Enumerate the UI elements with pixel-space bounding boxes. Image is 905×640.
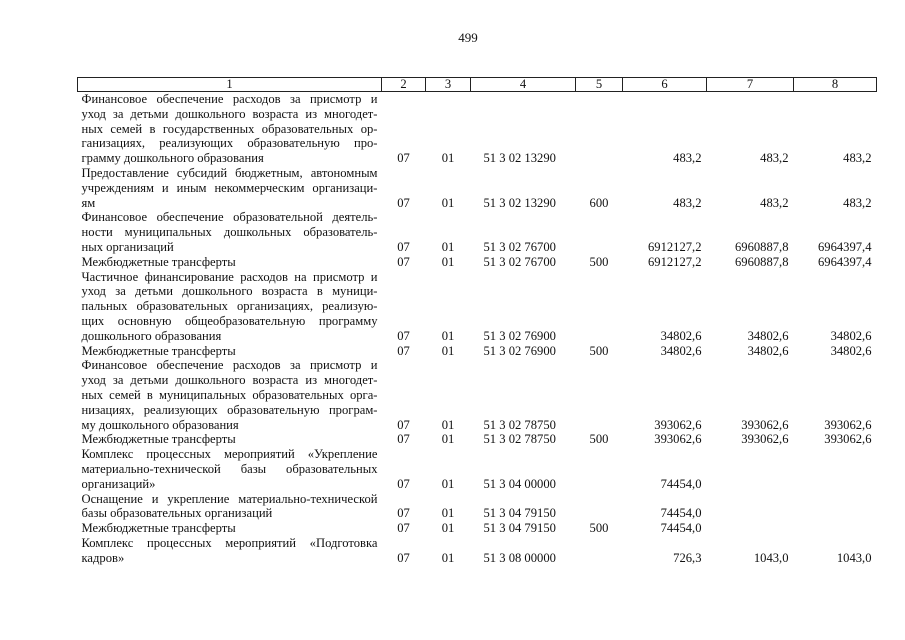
amount-year-1: 34802,6 (660, 328, 702, 343)
amount-year-1: 34802,6 (660, 343, 702, 358)
header-row (78, 78, 877, 92)
row-description (78, 344, 382, 359)
amount-year-2: 483,2 (760, 151, 789, 166)
amount-year-1: 726,3 (673, 550, 702, 565)
amount-year-1: 393062,6 (654, 432, 702, 447)
amount-year-3: 393062,6 (824, 432, 872, 447)
description-line: уход за детьми дошкольного возраста из многодет- (81, 106, 378, 121)
amount-year-1: 74454,0 (660, 506, 702, 521)
section-code: 07 (397, 254, 410, 269)
header-col-8: 8 (794, 78, 877, 92)
target-article-code: 51 3 04 79150 (483, 521, 556, 536)
amount-year-1: 74454,0 (660, 521, 702, 536)
description-line: Комплекс процессных мероприятий «Подготовка (81, 535, 378, 550)
description-line: Межбюджетные трансферты (81, 521, 236, 536)
expense-type-code (576, 492, 623, 522)
section-code: 07 (397, 195, 410, 210)
section-code: 07 (397, 550, 410, 565)
header-col-3: 3 (426, 78, 471, 92)
target-article-code: 51 3 02 76900 (483, 328, 556, 343)
amount-year-3: 1043,0 (836, 550, 872, 565)
section-code: 07 (397, 521, 410, 536)
description-line: базы образовательных организаций (81, 506, 273, 521)
amount-year-1: 6912127,2 (647, 254, 702, 269)
amount-year-2: 393062,6 (741, 432, 789, 447)
description-line: Комплекс процессных мероприятий «Укрепление (81, 447, 378, 462)
amount-year-3: 34802,6 (830, 328, 872, 343)
target-article-code: 51 3 04 79150 (483, 506, 556, 521)
amount-year-3: 6964397,4 (817, 254, 872, 269)
description-line: низациях, реализующих образовательную програм- (81, 402, 378, 417)
expense-type-code (576, 536, 623, 566)
expense-type-code: 600 (589, 195, 609, 210)
expense-type-code (576, 270, 623, 344)
target-article-code: 51 3 04 00000 (483, 476, 556, 491)
expense-type-code: 500 (589, 254, 609, 269)
description-line: Финансовое обеспечение расходов за присмотр и (81, 358, 378, 373)
table-row (78, 270, 877, 344)
table-row (78, 344, 877, 359)
amount-year-3: 6964397,4 (817, 239, 872, 254)
description-line: ных семей в муниципальных образовательных орга- (81, 387, 378, 402)
amount-year-3: 34802,6 (830, 343, 872, 358)
table-row (78, 432, 877, 447)
header-col-7: 7 (707, 78, 794, 92)
row-description (78, 358, 382, 432)
description-line: Межбюджетные трансферты (81, 254, 236, 269)
section-code: 07 (397, 432, 410, 447)
description-line: дошкольного образования (81, 328, 222, 343)
target-article-code: 51 3 02 78750 (483, 417, 556, 432)
row-description (78, 92, 382, 166)
row-description (78, 447, 382, 491)
amount-year-3: 393062,6 (824, 417, 872, 432)
expense-type-code: 500 (589, 432, 609, 447)
amount-year-2: 1043,0 (753, 550, 789, 565)
table-row (78, 92, 877, 166)
header-col-5: 5 (576, 78, 623, 92)
amount-year-1: 393062,6 (654, 417, 702, 432)
table-row (78, 166, 877, 210)
description-line: щих основную общеобразовательную программу (81, 313, 378, 328)
expense-type-code (576, 210, 623, 254)
table-row (78, 492, 877, 522)
amount-year-2: 6960887,8 (734, 254, 789, 269)
subsection-code: 01 (441, 328, 455, 343)
amount-year-3 (794, 492, 877, 522)
expense-type-code (576, 447, 623, 491)
header-col-2: 2 (382, 78, 426, 92)
description-line: ности муниципальных дошкольных образователь- (81, 225, 378, 240)
target-article-code: 51 3 02 13290 (483, 151, 556, 166)
target-article-code: 51 3 02 76900 (483, 343, 556, 358)
subsection-code: 01 (441, 151, 455, 166)
amount-year-1: 6912127,2 (647, 239, 702, 254)
description-line: Финансовое обеспечение образовательной деятель- (81, 210, 378, 225)
row-description (78, 432, 382, 447)
amount-year-2: 34802,6 (747, 343, 789, 358)
amount-year-1: 74454,0 (660, 476, 702, 491)
subsection-code: 01 (441, 476, 455, 491)
amount-year-2 (707, 521, 794, 536)
amount-year-3: 483,2 (843, 195, 872, 210)
description-line: грамму дошкольного образования (81, 151, 264, 166)
row-description (78, 270, 382, 344)
page-number: 499 (458, 30, 478, 45)
amount-year-3: 483,2 (843, 151, 872, 166)
subsection-code: 01 (441, 432, 455, 447)
section-code: 07 (397, 239, 410, 254)
description-line: ных семей в государственных образовательных ор- (81, 121, 378, 136)
amount-year-2: 393062,6 (741, 417, 789, 432)
expense-type-code (576, 358, 623, 432)
row-description (78, 492, 382, 522)
target-article-code: 51 3 08 00000 (483, 550, 556, 565)
description-line: учреждениям и иным некоммерческим организаци- (81, 180, 378, 195)
section-code: 07 (397, 343, 410, 358)
section-code: 07 (397, 476, 410, 491)
amount-year-3 (794, 521, 877, 536)
target-article-code: 51 3 02 76700 (483, 254, 556, 269)
description-line: кадров» (81, 550, 125, 565)
description-line: Частичное финансирование расходов на присмотр и (81, 269, 378, 284)
table-body (78, 92, 877, 566)
row-description (78, 255, 382, 270)
subsection-code: 01 (441, 195, 455, 210)
amount-year-2 (707, 492, 794, 522)
amount-year-1: 483,2 (673, 195, 702, 210)
budget-table (77, 77, 877, 566)
subsection-code: 01 (441, 521, 455, 536)
header-col-4: 4 (471, 78, 576, 92)
table-row (78, 521, 877, 536)
row-description (78, 521, 382, 536)
description-line: ганизациях, реализующих образовательную про- (81, 136, 378, 151)
description-line: Межбюджетные трансферты (81, 432, 236, 447)
description-line: уход за детьми дошкольного возраста в муници- (81, 284, 378, 299)
target-article-code: 51 3 02 13290 (483, 195, 556, 210)
description-line: ных организаций (81, 239, 174, 254)
description-line: му дошкольного образования (81, 417, 239, 432)
header-col-1: 1 (78, 78, 382, 92)
table-row (78, 210, 877, 254)
subsection-code: 01 (441, 254, 455, 269)
amount-year-1: 483,2 (673, 151, 702, 166)
subsection-code: 01 (441, 343, 455, 358)
description-line: Оснащение и укрепление материально-технической (81, 491, 378, 506)
expense-type-code (576, 92, 623, 166)
table-row (78, 358, 877, 432)
table-row (78, 536, 877, 566)
amount-year-2: 483,2 (760, 195, 789, 210)
amount-year-2: 6960887,8 (734, 239, 789, 254)
table-row (78, 447, 877, 491)
subsection-code: 01 (441, 506, 455, 521)
amount-year-2: 34802,6 (747, 328, 789, 343)
target-article-code: 51 3 02 78750 (483, 432, 556, 447)
description-line: организаций» (81, 476, 156, 491)
description-line: Финансовое обеспечение расходов за присмотр и (81, 92, 378, 106)
row-description (78, 210, 382, 254)
amount-year-2 (707, 447, 794, 491)
description-line: пальных образовательных организациях, реализую- (81, 299, 378, 314)
description-line: Предоставление субсидий бюджетным, автономным (81, 165, 378, 180)
expense-type-code: 500 (589, 343, 609, 358)
section-code: 07 (397, 417, 410, 432)
row-description (78, 536, 382, 566)
amount-year-3 (794, 447, 877, 491)
section-code: 07 (397, 328, 410, 343)
row-description (78, 166, 382, 210)
description-line: Межбюджетные трансферты (81, 343, 236, 358)
description-line: уход за детьми дошкольного возраста из многодет- (81, 373, 378, 388)
section-code: 07 (397, 151, 410, 166)
description-line: ям (81, 195, 96, 210)
table-row (78, 255, 877, 270)
subsection-code: 01 (441, 239, 455, 254)
target-article-code: 51 3 02 76700 (483, 239, 556, 254)
section-code: 07 (397, 506, 410, 521)
subsection-code: 01 (441, 417, 455, 432)
expense-type-code: 500 (589, 521, 609, 536)
header-col-6: 6 (623, 78, 707, 92)
subsection-code: 01 (441, 550, 455, 565)
description-line: материально-технической базы образовательных (81, 461, 378, 476)
